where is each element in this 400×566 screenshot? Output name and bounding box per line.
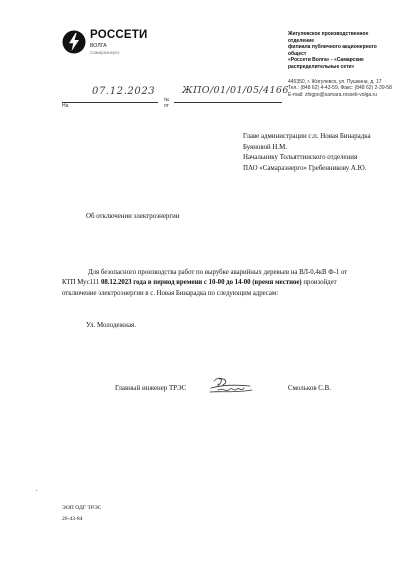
addressee-line: Главе администрации с.п. Новая Бинарадка bbox=[243, 133, 371, 140]
letter-subject: Об отключении электроэнергии bbox=[86, 213, 180, 220]
addressees bbox=[243, 132, 393, 174]
handwritten-signature bbox=[206, 374, 254, 400]
brand-name: РОССЕТИ bbox=[90, 29, 148, 41]
executor-phone: 26-43-84 bbox=[62, 516, 83, 522]
signatory-name: Смольков С.В. bbox=[288, 385, 331, 392]
handwritten-date: 07.12.2023 bbox=[92, 86, 156, 97]
addressee-line: Начальнику Тольяттинского отделения bbox=[243, 154, 358, 162]
organization-name: Жигулевское производственное отделение филиала публичного акционерного общест «Россети Волга» - «Самарские распределительные сети» bbox=[288, 31, 377, 70]
address-list-item: Ул. Молодежная. bbox=[86, 322, 136, 329]
from-label: от bbox=[164, 103, 169, 109]
brand-subname: ВОЛГА bbox=[90, 43, 107, 49]
registration-block bbox=[62, 85, 289, 109]
company-logo bbox=[62, 24, 152, 64]
brand-branch: Самараэнерго bbox=[90, 50, 120, 55]
handwritten-number: ЖПО/01/01/05/4166 bbox=[182, 85, 289, 96]
on-label: На bbox=[62, 103, 69, 109]
letter-body bbox=[62, 268, 362, 299]
scan-artifact bbox=[36, 490, 37, 491]
number-underline bbox=[174, 102, 282, 103]
body-paragraph: Для безопасного производства работ по вырубке аварийных деревьев на ВЛ-0,4кВ Ф-1 от КТП Мус111 08.12.2023 года в период времени с 10-00 до 14-00 (время местное) произойдет отключение электроэнергии в с. Новая Бинарадка по следующим адресам: bbox=[62, 269, 348, 297]
rosseti-lightning-icon bbox=[62, 30, 86, 54]
addressee-line: Буяновой Н.М. bbox=[243, 143, 287, 151]
executor-unit: ЭОП ОДГ ТРЭС bbox=[62, 505, 102, 511]
outage-time: 08.12.2023 года в период времени с 10-00 до 14-00 (время местное) bbox=[100, 279, 302, 287]
addressee-line: ПАО «Самараэнерго» Гребенникову А.Ю. bbox=[243, 164, 367, 172]
organization-address: 445350, г. Жигулевск, ул. Пушкина, д. 17 Тел.: (848 62) 4-43-59, Факс: (848 62) 2-39-58 E-mail: zhigpo@samara.rosseti-volga.ru bbox=[288, 78, 392, 98]
date-underline bbox=[62, 102, 158, 103]
organization-info bbox=[288, 31, 392, 98]
signatory-title: Главный инженер ТРЭС bbox=[115, 385, 187, 392]
number-label: № bbox=[164, 97, 170, 103]
executor-info bbox=[62, 503, 101, 525]
